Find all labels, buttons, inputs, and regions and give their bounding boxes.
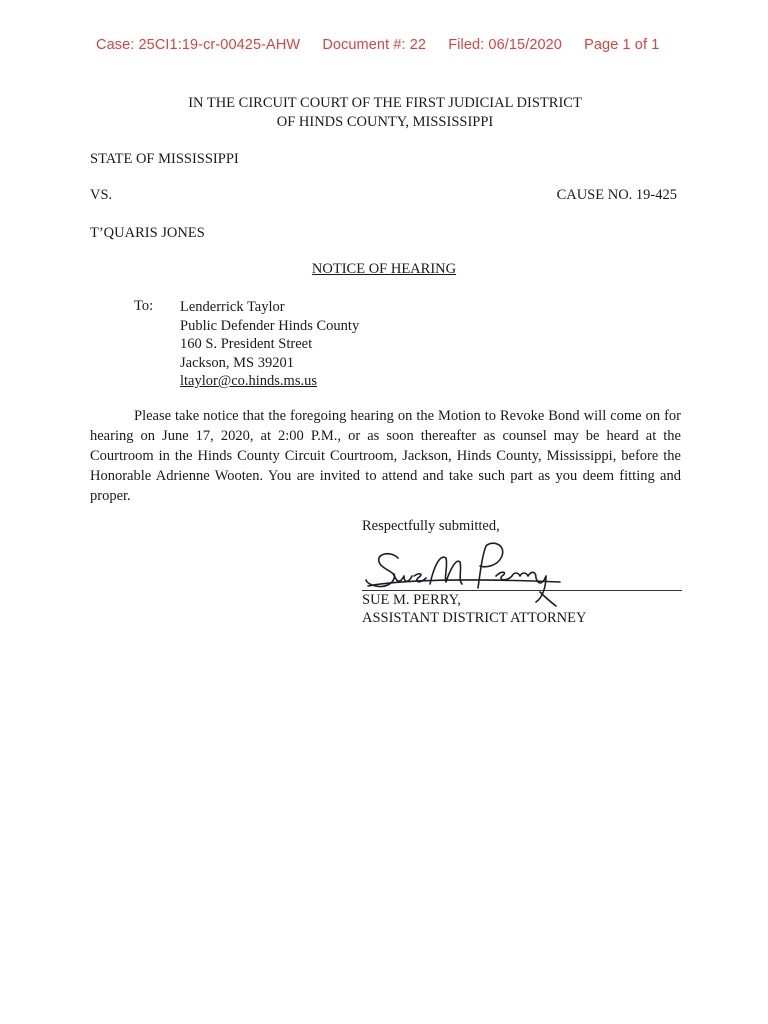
- court-heading: [0, 94, 768, 132]
- recipient-name: Lenderrick Taylor: [180, 299, 285, 315]
- versus-label: VS.: [90, 187, 113, 203]
- document-title: NOTICE OF HEARING: [311, 261, 457, 277]
- notice-body-paragraph: Please take notice that the foregoing hearing on the Motion to Revoke Bond will come on for hearing on June 17, 2020, at 2:00 P.M., or as soon thereafter as counsel may be heard at the Courtroom in the Hinds County Circuit Courtroom, Jackson, Hinds County, Mississippi, before the Honorable Adrienne Wooten. You are invited to attend and take such part as you deem fitting and proper.: [90, 408, 681, 504]
- recipient-label: To:: [134, 298, 154, 314]
- filing-stamp-header: [96, 37, 696, 53]
- defendant-name: T’QUARIS JONES: [90, 225, 205, 241]
- court-heading-line-1: IN THE CIRCUIT COURT OF THE FIRST JUDICIAL DISTRICT: [188, 95, 582, 111]
- filed-date-stamp: Filed: 06/15/2020: [448, 37, 562, 53]
- recipient-address-block: [180, 298, 359, 391]
- signer-title: ASSISTANT DISTRICT ATTORNEY: [362, 610, 587, 626]
- document-number-stamp: Document #: 22: [322, 37, 427, 53]
- closing-phrase: Respectfully submitted,: [362, 518, 500, 534]
- signature-line: [362, 590, 682, 591]
- page-count-stamp: Page 1 of 1: [584, 37, 660, 53]
- court-heading-line-2: OF HINDS COUNTY, MISSISSIPPI: [276, 114, 494, 130]
- plaintiff-name: STATE OF MISSISSIPPI: [90, 151, 239, 167]
- recipient-email-link[interactable]: ltaylor@co.hinds.ms.us: [180, 373, 317, 389]
- recipient-street: 160 S. President Street: [180, 336, 313, 352]
- recipient-office: Public Defender Hinds County: [180, 317, 360, 334]
- case-number-stamp: Case: 25CI1:19-cr-00425-AHW: [96, 37, 301, 53]
- recipient-city: Jackson, MS 39201: [180, 354, 294, 371]
- signer-name: SUE M. PERRY,: [362, 592, 461, 608]
- cause-number: CAUSE NO. 19-425: [556, 187, 677, 203]
